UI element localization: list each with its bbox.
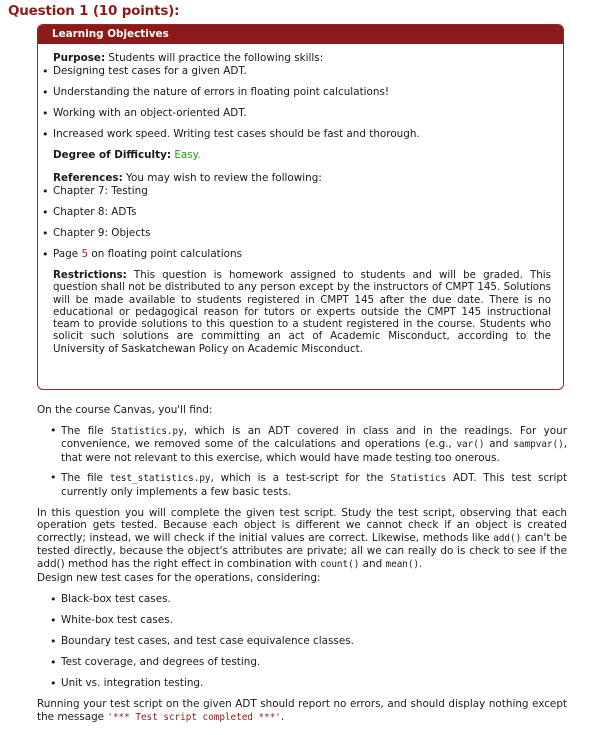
text: ADT. This test script currently only implements a few basic tests. xyxy=(61,472,568,498)
design-intro: Design new test cases for the operations, considering: xyxy=(37,571,321,584)
learning-objectives-header: Learning Objectives xyxy=(38,25,563,44)
design-item: • Test coverage, and degrees of testing. xyxy=(61,656,567,669)
text: . xyxy=(280,710,285,723)
restrictions-label: Restrictions: xyxy=(53,269,127,281)
reference-item: • Chapter 8: ADTs xyxy=(53,206,551,219)
canvas-item-test-statistics xyxy=(61,472,567,498)
design-list xyxy=(61,593,567,690)
page-ref-prefix: Page xyxy=(53,248,79,260)
canvas-files-list xyxy=(61,425,567,499)
text: In this question you will complete the given test script. Study the test script, observing that each operation gets tested. Because each object is different we cannot check if an object is created correctly; instead, we will check if the initial values are correct. Likewise, methods like xyxy=(37,506,567,544)
design-item: • Black-box test cases. xyxy=(61,593,567,606)
reference-item: • Chapter 7: Testing xyxy=(53,185,551,198)
design-item: • Boundary test cases, and test case equivalence classes. xyxy=(61,635,567,648)
canvas-intro: On the course Canvas, you'll find: xyxy=(37,404,213,416)
main-content xyxy=(37,404,567,724)
difficulty-line xyxy=(53,149,551,162)
reference-item: • Chapter 9: Objects xyxy=(53,227,551,240)
text: , which is an ADT covered in class and in the readings. For your convenience, we removed some of the calculations and operations (e.g., xyxy=(61,424,568,451)
skills-list xyxy=(53,65,551,141)
question-title: Question 1 (10 points): xyxy=(8,3,180,19)
class-name-statistics: Statistics xyxy=(390,473,447,485)
restrictions-paragraph xyxy=(53,269,551,355)
text: and xyxy=(489,438,509,451)
page-ref-suffix: on floating point calculations xyxy=(91,248,243,260)
purpose-text: Students will practice the following skills: xyxy=(108,52,324,64)
code-mean: mean() xyxy=(385,558,420,570)
reference-item-page xyxy=(53,248,551,261)
text: , which is a test-script for the xyxy=(210,472,384,485)
code-count: count() xyxy=(320,558,360,570)
text: can't be tested directly, because the object's attributes are private; all we can really do is check to see if the add() method has the right effect in combination with xyxy=(37,531,567,570)
difficulty-value: Easy. xyxy=(174,149,201,161)
references-list xyxy=(53,185,551,261)
learning-objectives-box xyxy=(37,24,564,390)
text: , that were not relevant to this exercise, which would have made testing too onerous. xyxy=(61,438,568,464)
text: and xyxy=(362,557,383,570)
skill-item: • Understanding the nature of errors in floating point calculations! xyxy=(53,86,551,99)
final-paragraph xyxy=(37,698,567,724)
references-line xyxy=(53,172,551,185)
code-add: add() xyxy=(493,532,522,544)
restrictions-text: This question is homework assigned to students and will be graded. This question shall not be distributed to any person except by the instructors of CMPT 145. Solutions will be made available to students registered in CMPT 145 after the due date. There is no educational or pedagogical reason for tutors or experts outside the CMPT 145 instructional team to provide solutions to this question to a student registered in the course. Students who solicit such solutions are committing an act of Academic Misconduct, according to the University of Saskatchewan Policy on Academic Misconduct. xyxy=(53,269,551,355)
code-var: var() xyxy=(456,439,485,451)
design-item: • Unit vs. integration testing. xyxy=(61,677,567,690)
text: . xyxy=(419,557,423,570)
difficulty-label: Degree of Difficulty: xyxy=(53,149,172,161)
text: The file xyxy=(61,472,103,485)
design-item: • White-box test cases. xyxy=(61,614,567,627)
canvas-item-statistics xyxy=(61,425,567,465)
purpose-label: Purpose: xyxy=(53,52,106,64)
text: Running your test script on the given ADT should report no errors, and should display nothing except the message xyxy=(37,698,567,723)
skill-item: • Designing test cases for a given ADT. xyxy=(53,65,551,78)
file-name-statistics: Statistics.py xyxy=(110,425,184,437)
completion-message: '*** Test script completed ***' xyxy=(107,711,281,723)
code-sampvar: sampvar() xyxy=(513,439,564,451)
purpose-line xyxy=(53,52,551,65)
page-ref-link[interactable]: 5 xyxy=(81,248,89,260)
file-name-test-statistics: test_statistics.py xyxy=(109,473,211,485)
instructions-paragraph xyxy=(37,507,567,572)
text: The file xyxy=(61,424,104,437)
skill-item: • Working with an object-oriented ADT. xyxy=(53,107,551,120)
references-label: References: xyxy=(53,172,123,184)
references-text: You may wish to review the following: xyxy=(126,172,322,184)
skill-item: • Increased work speed. Writing test cases should be fast and thorough. xyxy=(53,128,551,141)
